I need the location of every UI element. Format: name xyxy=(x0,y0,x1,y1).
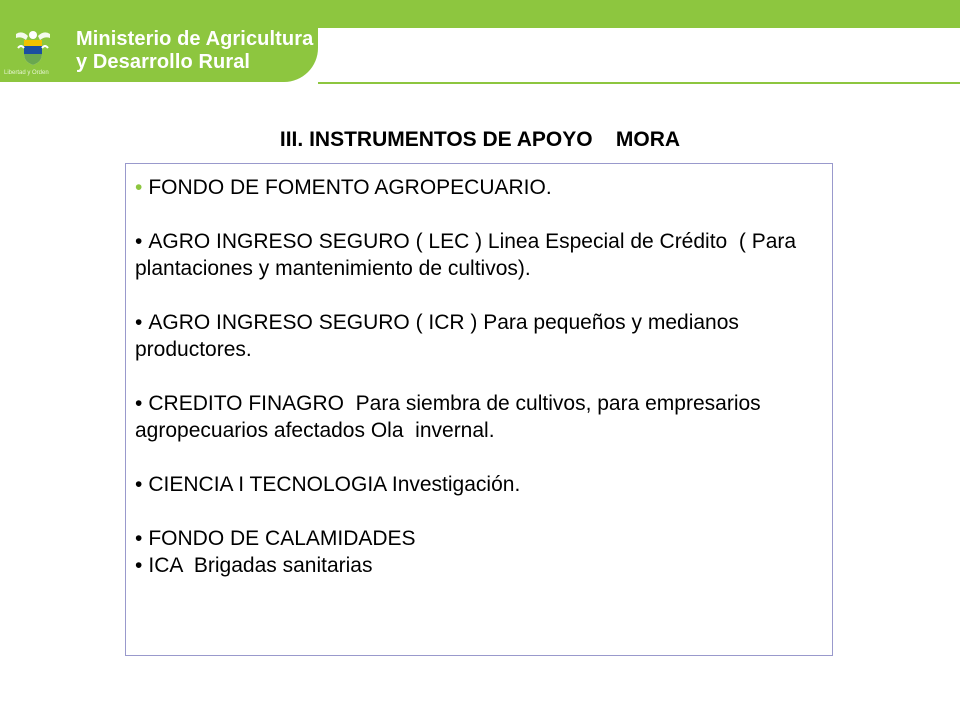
ministry-name-line1: Ministerio de Agricultura xyxy=(76,28,314,50)
bullet-icon: • xyxy=(135,392,143,415)
list-item: • CIENCIA I TECNOLOGIA Investigación. xyxy=(135,473,521,496)
header-underline xyxy=(318,82,960,84)
ministry-name-line2: y Desarrollo Rural xyxy=(76,51,251,73)
header-notch xyxy=(330,28,960,82)
list-item: • AGRO INGRESO SEGURO ( LEC ) Linea Especial de Crédito ( Para plantaciones y mantenimiento de cultivos). xyxy=(135,230,802,280)
bullet-icon: • xyxy=(135,176,143,199)
list-item: • CREDITO FINAGRO Para siembra de cultivos, para empresarios agropecuarios afectados Ola invernal. xyxy=(135,392,767,442)
bullet-icon: • xyxy=(135,527,143,550)
bullet-icon: • xyxy=(135,473,143,496)
list-item: • ICA Brigadas sanitarias xyxy=(135,554,373,577)
coat-of-arms-icon xyxy=(12,28,54,68)
motto-text: Libertad y Orden xyxy=(4,70,49,76)
bullet-icon: • xyxy=(135,230,143,253)
list-item: • AGRO INGRESO SEGURO ( ICR ) Para pequeños y medianos productores. xyxy=(135,311,745,361)
list-item: • FONDO DE FOMENTO AGROPECUARIO. xyxy=(135,176,552,199)
bullet-list xyxy=(135,174,825,579)
slide-title: III. INSTRUMENTOS DE APOYO MORA xyxy=(279,128,681,151)
ministry-name xyxy=(76,28,313,74)
bullet-icon: • xyxy=(135,554,143,577)
content-box xyxy=(125,163,833,656)
bullet-icon: • xyxy=(135,311,143,334)
list-item: • FONDO DE CALAMIDADES xyxy=(135,527,416,550)
